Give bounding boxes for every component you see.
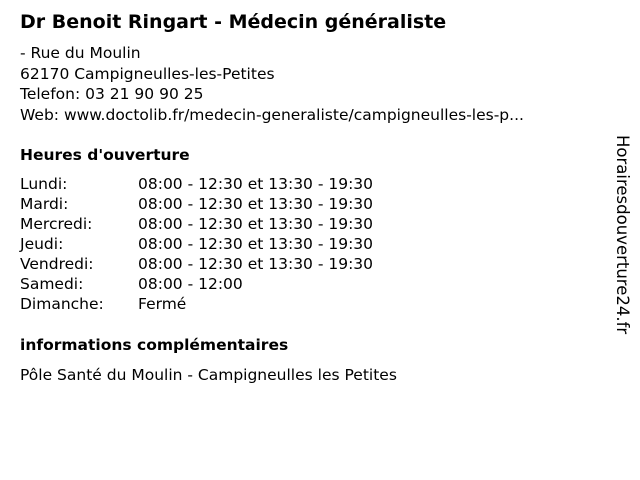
day-label: Samedi: (20, 275, 84, 293)
time-value: 08:00 - 12:30 et 13:30 - 19:30 (138, 255, 374, 273)
day-label: Lundi: (20, 175, 68, 193)
address-city: 62170 Campigneulles-les-Petites (20, 64, 275, 83)
address-block (20, 43, 524, 125)
day-label: Dimanche: (20, 295, 104, 313)
watermark-text: Horairesdouverture24.fr (613, 135, 632, 335)
day-label: Mardi: (20, 195, 69, 213)
time-value: 08:00 - 12:30 et 13:30 - 19:30 (138, 215, 374, 233)
time-value: 08:00 - 12:30 et 13:30 - 19:30 (138, 175, 374, 193)
address-street: - Rue du Moulin (20, 44, 141, 62)
day-label: Jeudi: (20, 235, 64, 253)
time-value: Fermé (138, 295, 187, 313)
info-text: Pôle Santé du Moulin - Campigneulles les Petites (20, 366, 397, 384)
time-value: 08:00 - 12:30 et 13:30 - 19:30 (138, 195, 374, 213)
hours-heading: Heures d'ouverture (20, 146, 190, 164)
page-title: Dr Benoit Ringart - Médecin généraliste (20, 11, 447, 33)
time-value: 08:00 - 12:30 et 13:30 - 19:30 (138, 235, 374, 253)
day-label: Mercredi: (20, 215, 93, 233)
watermark (612, 135, 632, 375)
website-link: Web: www.doctolib.fr/medecin-generaliste/campigneulles-les-p... (20, 105, 524, 124)
phone-number: Telefon: 03 21 90 90 25 (20, 85, 204, 103)
time-value: 08:00 - 12:00 (138, 275, 243, 293)
info-heading: informations complémentaires (20, 336, 289, 354)
day-label: Vendredi: (20, 255, 94, 273)
